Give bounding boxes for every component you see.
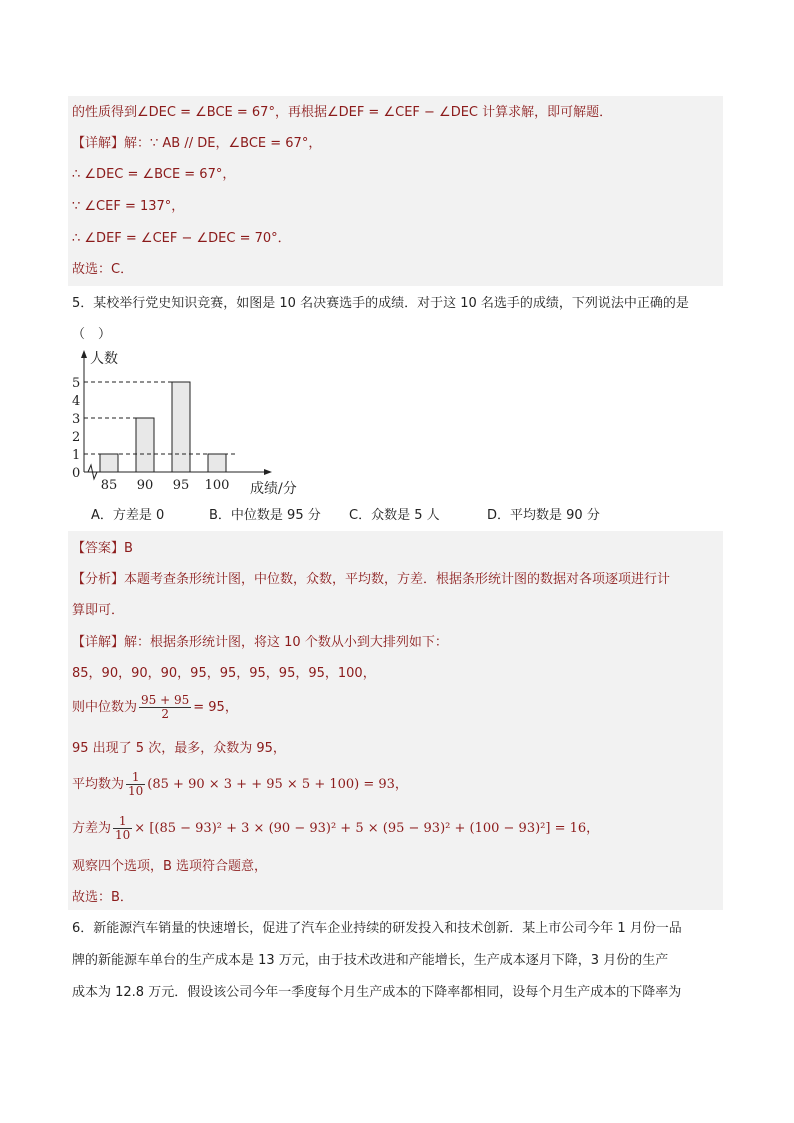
q4-solution-line-4: ∵ ∠CEF = 137°， xyxy=(72,199,185,214)
q5-stem-line-1: 5．某校举行党史知识竞赛，如图是 10 名决赛选手的成绩．对于这 10 名选手的成绩，下列说法中正确的是 xyxy=(72,296,689,311)
analysis-tag: 【分析】 xyxy=(72,572,125,587)
q6-line-2: 牌的新能源车单台的生产成本是 13 万元，由于技术改进和产能增长，生产成本逐月下降，3 月份的生产 xyxy=(72,953,669,968)
q6-line-1: 6．新能源汽车销量的快速增长，促进了汽车企业持续的研发投入和技术创新．某上市公司今年 1 月份一品 xyxy=(72,921,682,936)
detail-tag: 【详解】 xyxy=(72,136,125,151)
q4-solution-line-2 xyxy=(72,135,321,153)
x-tick-label: 100 xyxy=(204,478,230,493)
mean-prefix: 平均数为 xyxy=(72,777,125,792)
q5-final-answer: 故选：B． xyxy=(72,890,133,905)
q5-analysis-line-1 xyxy=(72,571,670,589)
q5-detail-line-1 xyxy=(72,634,448,652)
y-tick-label: 4 xyxy=(72,394,81,409)
x-tick-label: 95 xyxy=(172,478,190,493)
option-d[interactable]: D．平均数是 90 分 xyxy=(487,508,600,523)
q4-solution-line-1: 的性质得到∠DEC = ∠BCE = 67°，再根据∠DEF = ∠CEF − ∠DEC 计算求解，即可解题． xyxy=(72,105,613,120)
mean-line xyxy=(72,771,408,798)
option-c[interactable]: C．众数是 5 人 xyxy=(349,508,440,523)
observe-line: 观察四个选项，B 选项符合题意， xyxy=(72,859,268,874)
mean-numerator: 1 xyxy=(126,771,145,785)
y-tick-label: 0 xyxy=(72,466,81,481)
detail-tag-q5: 【详解】 xyxy=(72,635,125,650)
bar-chart xyxy=(60,346,320,496)
q5-analysis-line-2: 算即可． xyxy=(72,603,125,618)
variance-numerator: 1 xyxy=(113,815,132,829)
y-axis-arrow xyxy=(81,350,87,358)
variance-fraction xyxy=(113,815,132,842)
bar xyxy=(172,382,190,472)
q4-answer-line: 故选：C． xyxy=(72,262,134,277)
option-b[interactable]: B．中位数是 95 分 xyxy=(209,508,321,523)
analysis-text: 本题考查条形统计图，中位数，众数，平均数，方差．根据条形统计图的数据对各项逐项进行计 xyxy=(124,572,671,587)
y-axis-label: 人数 xyxy=(90,351,118,367)
q5-stem-line-2: （ ） xyxy=(72,327,112,342)
median-denominator: 2 xyxy=(161,707,169,721)
x-tick-label: 90 xyxy=(136,478,154,493)
x-tick-label: 85 xyxy=(100,478,118,493)
median-prefix: 则中位数为 xyxy=(72,700,138,715)
q4-solution-line-3: ∴ ∠DEC = ∠BCE = 67°， xyxy=(72,167,236,182)
option-a[interactable]: A．方差是 0 xyxy=(91,508,165,523)
y-tick-label: 1 xyxy=(72,448,81,463)
mean-fraction xyxy=(126,771,145,798)
x-axis-label: 成绩/分 xyxy=(250,481,297,496)
q6-line-3: 成本为 12.8 万元．假设该公司今年一季度每个月生产成本的下降率都相同，设每个月生产成本的下降率为 xyxy=(72,985,682,1000)
bar xyxy=(208,454,226,472)
median-numerator: 95 + 95 xyxy=(141,693,190,707)
bar xyxy=(100,454,118,472)
detail-text: 解：∵ AB // DE，∠BCE = 67°， xyxy=(124,136,322,151)
variance-expression: × [(85 − 93)² + 3 × (90 − 93)² + 5 × (95 − 93)² + (100 − 93)²] = 16， xyxy=(134,821,600,836)
variance-line xyxy=(72,815,599,842)
x-axis-arrow xyxy=(264,469,272,475)
median-suffix: = 95， xyxy=(193,700,238,715)
answer-value: B xyxy=(124,541,133,556)
detail-text-q5: 解：根据条形统计图，将这 10 个数从小到大排列如下： xyxy=(124,635,448,650)
mode-line: 95 出现了 5 次，最多，众数为 95， xyxy=(72,741,286,756)
y-tick-label: 5 xyxy=(72,376,81,391)
q4-solution-line-5: ∴ ∠DEF = ∠CEF − ∠DEC = 70°． xyxy=(72,231,291,246)
bar xyxy=(136,418,154,472)
median-line xyxy=(72,694,238,721)
variance-prefix: 方差为 xyxy=(72,821,112,836)
mean-expression: (85 + 90 × 3 + + 95 × 5 + 100) = 93， xyxy=(147,777,408,792)
solution-block-q4 xyxy=(68,96,723,286)
q5-answer-line xyxy=(72,540,133,558)
sorted-values-line: 85，90，90，90，95，95，95，95，95，100， xyxy=(72,666,376,681)
mean-denominator: 10 xyxy=(128,784,144,798)
median-fraction xyxy=(139,694,191,721)
variance-denominator: 10 xyxy=(115,828,131,842)
y-tick-label: 3 xyxy=(72,412,81,427)
answer-tag: 【答案】 xyxy=(72,541,125,556)
y-tick-label: 2 xyxy=(72,430,81,445)
